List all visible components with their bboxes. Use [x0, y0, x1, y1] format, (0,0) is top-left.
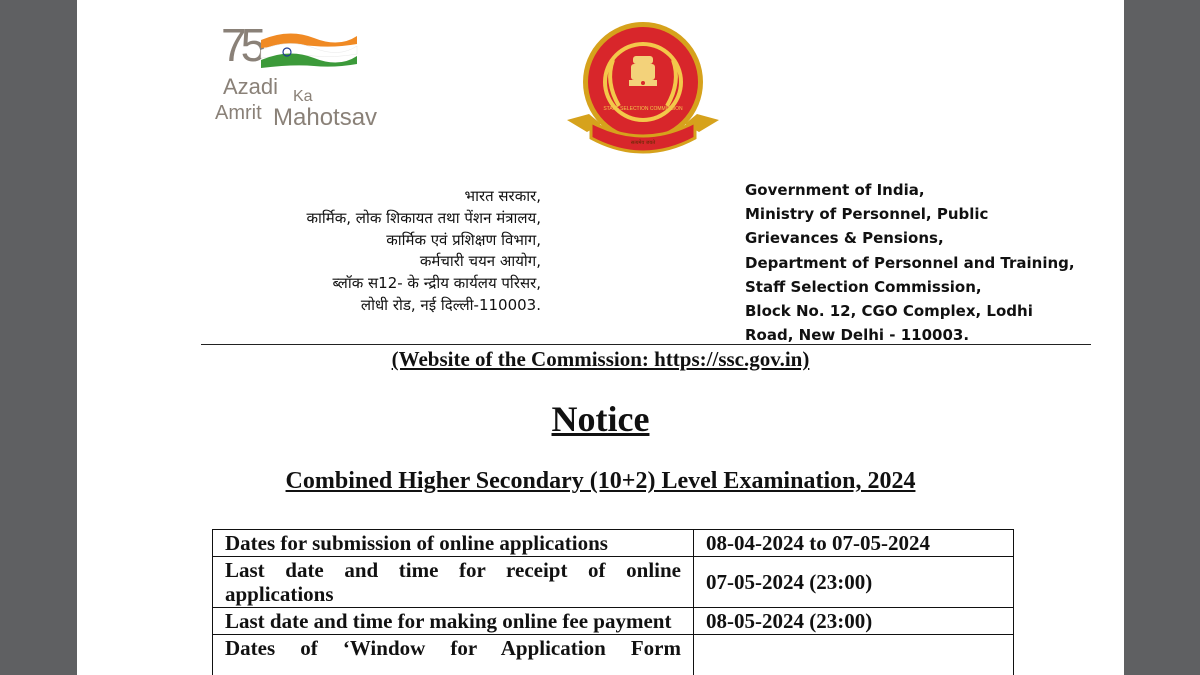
schedule-value: 08-04-2024 to 07-05-2024 [694, 530, 1014, 557]
address-english-line: Road, New Delhi - 110003. [745, 326, 970, 345]
schedule-label: Last date and time for receipt of online applications [213, 557, 694, 608]
address-hindi-line: कार्मिक एवं प्रशिक्षण विभाग, [386, 230, 541, 249]
address-english-line: Department of Personnel and Training, [745, 253, 1075, 272]
table-row [213, 635, 1014, 675]
schedule-value: 08-05-2024 (23:00) [694, 608, 1014, 635]
exam-title: Combined Higher Secondary (10+2) Level Examination, 2024 [285, 468, 916, 494]
address-hindi-line: भारत सरकार, [464, 187, 541, 205]
notice-page [77, 0, 1124, 675]
address-english-line: Block No. 12, CGO Complex, Lodhi [745, 302, 1033, 321]
schedule-label: Dates for submission of online applications [213, 530, 694, 557]
address-hindi-line: कार्मिक, लोक शिकायत तथा पेंशन मंत्रालय, [306, 208, 541, 227]
schedule-label: Dates of ‘Window for Application Form [213, 635, 694, 675]
website-line: (Website of the Commission: https://ssc.gov.in) [391, 347, 810, 371]
schedule-value: 07-05-2024 (23:00) [694, 557, 1014, 608]
header-divider [201, 344, 1091, 345]
ssc-emblem [567, 20, 719, 168]
address-hindi-line: लोधी रोड, नई दिल्ली-110003. [360, 295, 541, 314]
address-english-line: Grievances & Pensions, [745, 229, 944, 248]
page-title: Notice [551, 399, 650, 439]
table-row [213, 557, 1014, 608]
schedule-table [212, 529, 1014, 675]
logo-mahotsav: Mahotsav [273, 104, 378, 131]
table-row [213, 608, 1014, 635]
address-english-line: Government of India, [745, 181, 925, 199]
address-english-line: Staff Selection Commission, [745, 277, 982, 296]
address-hindi [306, 186, 541, 317]
logo-amrit: Amrit [215, 102, 262, 124]
address-hindi-line: ब्लॉक स12- के न्द्रीय कार्यलय परिसर, [332, 274, 541, 293]
schedule-label: Last date and time for making online fee payment [213, 608, 694, 635]
logo-azadi: Azadi [223, 74, 279, 99]
emblem-ring-text: STAFF SELECTION COMMISSION [603, 106, 683, 112]
azadi-ka-amrit-mahotsav-logo [215, 16, 405, 136]
address-hindi-line: कर्मचारी चयन आयोग, [419, 252, 541, 271]
schedule-value [694, 635, 1014, 675]
tricolour-flag-icon [259, 30, 359, 70]
address-english [745, 178, 1095, 347]
logo-ka: Ka [293, 88, 313, 105]
table-row [213, 530, 1014, 557]
address-english-line: Ministry of Personnel, Public [745, 205, 989, 224]
logo-number: 75 [221, 19, 261, 71]
emblem-motto: सत्यमेव जयते [630, 140, 656, 146]
